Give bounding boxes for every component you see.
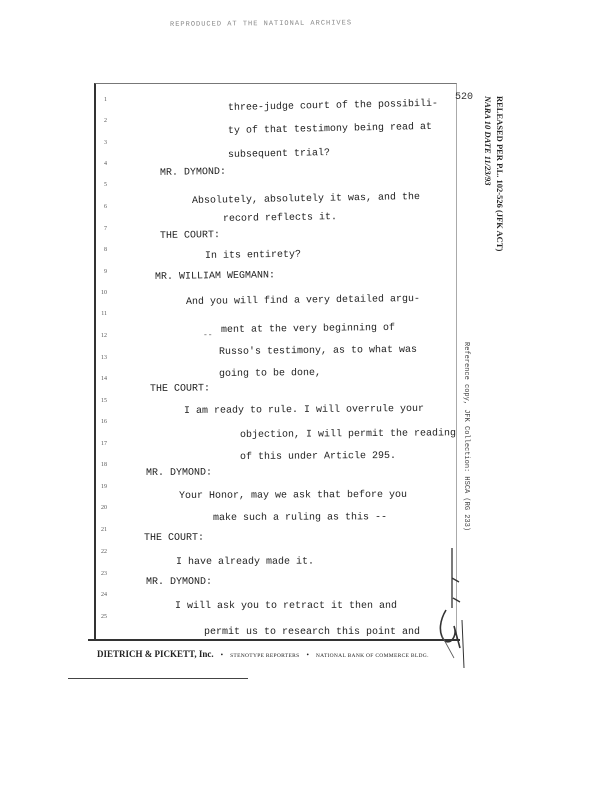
footer-separator: • — [220, 651, 224, 659]
transcript-line: MR. DYMOND: — [159, 166, 227, 179]
line-number: 1 — [104, 97, 107, 103]
transcript-line: MR. DYMOND: — [145, 467, 213, 479]
line-number: 2 — [104, 118, 107, 124]
line-number: 18 — [101, 462, 107, 468]
transcript-line: In its entirety? — [204, 249, 302, 262]
transcript-line: And you will find a very detailed argu- — [185, 293, 421, 308]
line-number: 7 — [104, 226, 107, 232]
line-number: 16 — [101, 419, 107, 425]
line-number: 6 — [104, 204, 107, 210]
transcript-line: THE COURT: — [143, 532, 205, 544]
transcript-line: make such a ruling as this -- — [212, 512, 388, 524]
line-number: 13 — [101, 355, 107, 361]
transcript-line: MR. WILLIAM WEGMANN: — [154, 270, 276, 283]
page-number: 520 — [455, 92, 474, 103]
line-number: 12 — [101, 333, 107, 339]
transcript-line: ty of that testimony being read at — [227, 121, 433, 137]
transcript-line: THE COURT: — [159, 230, 221, 242]
signature-mark — [432, 540, 482, 670]
transcript-line: ment at the very beginning of — [220, 322, 396, 336]
line-number: 9 — [104, 269, 107, 275]
transcript-line: permit us to research this point and — [204, 627, 421, 638]
footer-separator: • — [306, 651, 309, 659]
line-number: 22 — [101, 549, 107, 555]
transcript-line: I will ask you to retract it then and — [174, 600, 398, 612]
line-number: 3 — [104, 140, 107, 146]
transcript-line: of this under Article 295. — [239, 450, 397, 463]
line-number: 20 — [101, 505, 107, 511]
line-number: 8 — [104, 247, 107, 253]
line-number: 11 — [101, 311, 107, 317]
transcript-line: subsequent trial? — [227, 148, 331, 161]
transcript-line: Your Honor, may we ask that before you — [178, 489, 408, 502]
release-stamp-line: NARA 10 DATE 11/23/93 — [483, 96, 493, 186]
line-number: 19 — [101, 484, 107, 490]
line-number: 5 — [104, 182, 107, 188]
dash-mark: -- — [203, 331, 213, 340]
transcript-line: objection, I will permit the reading — [239, 428, 457, 441]
transcript-line: three-judge court of the possibili- — [227, 98, 439, 114]
line-number: 21 — [101, 527, 107, 533]
transcript-line: I am ready to rule. I will overrule your — [183, 403, 425, 417]
footer-bank: NATIONAL BANK OF COMMERCE BLDG. — [315, 653, 429, 659]
footer-company: DIETRICH & PICKETT, Inc. — [97, 649, 214, 659]
transcript-line: I have already made it. — [175, 556, 315, 568]
release-stamp-line: RELEASED PER P.L. 102-526 (JFK ACT) — [495, 96, 505, 252]
reference-note: Reference copy, JFK Collection: HSCA (RG 233) — [462, 342, 470, 532]
line-number: 17 — [101, 441, 107, 447]
footer — [97, 644, 429, 662]
transcript-frame-bottom — [88, 639, 460, 641]
line-number: 24 — [101, 592, 107, 598]
transcript-line: THE COURT: — [149, 383, 211, 395]
line-number: 14 — [101, 376, 107, 382]
line-number: 10 — [101, 290, 107, 296]
transcript-line: record reflects it. — [222, 212, 338, 225]
underline-mark — [68, 678, 248, 679]
release-stamp — [482, 96, 506, 251]
line-number: 15 — [101, 398, 107, 404]
transcript-line: MR. DYMOND: — [145, 576, 213, 588]
line-number: 23 — [101, 571, 107, 577]
archive-header: REPRODUCED AT THE NATIONAL ARCHIVES — [169, 19, 353, 29]
transcript-line: Russo's testimony, as to what was — [218, 344, 418, 358]
transcript-line: Absolutely, absolutely it was, and the — [191, 192, 421, 207]
line-number: 25 — [101, 614, 107, 620]
line-number: 4 — [104, 161, 107, 167]
transcript-frame — [94, 83, 457, 639]
footer-reporters: STENOTYPE REPORTERS — [230, 653, 300, 659]
transcript-line: going to be done, — [218, 367, 322, 380]
